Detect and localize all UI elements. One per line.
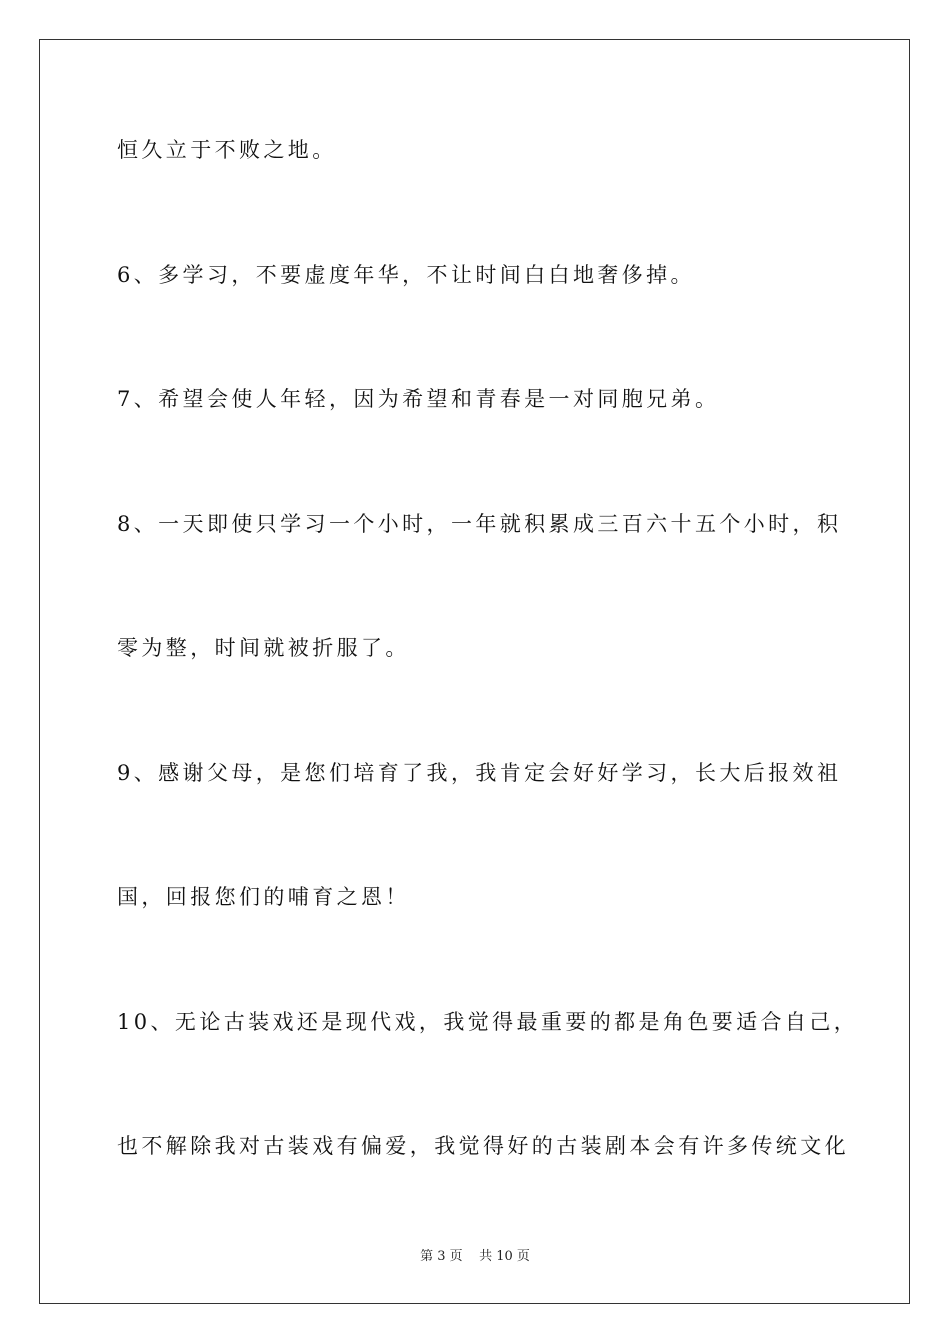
text-line-continuation: 恒久立于不败之地。 bbox=[117, 138, 337, 162]
text-line-item-7: 7、希望会使人年轻，因为希望和青春是一对同胞兄弟。 bbox=[117, 387, 720, 411]
text-line-item-10: 10、无论古装戏还是现代戏，我觉得最重要的都是角色要适合自己， bbox=[117, 1010, 859, 1034]
page-number-footer: 第 3 页 共 10 页 bbox=[420, 1249, 530, 1264]
text-line-item-8-cont: 零为整，时间就被折服了。 bbox=[117, 636, 410, 660]
page-border bbox=[39, 39, 910, 1304]
text-line-item-10-cont: 也不解除我对古装戏有偏爱，我觉得好的古装剧本会有许多传统文化 bbox=[117, 1134, 849, 1158]
text-line-item-8: 8、一天即使只学习一个小时，一年就积累成三百六十五个小时，积 bbox=[117, 512, 842, 536]
text-line-item-9-cont: 国，回报您们的哺育之恩！ bbox=[117, 885, 410, 909]
text-line-item-9: 9、感谢父母，是您们培育了我，我肯定会好好学习，长大后报效祖 bbox=[117, 761, 842, 785]
text-line-item-6: 6、多学习，不要虚度年华，不让时间白白地奢侈掉。 bbox=[117, 263, 695, 287]
